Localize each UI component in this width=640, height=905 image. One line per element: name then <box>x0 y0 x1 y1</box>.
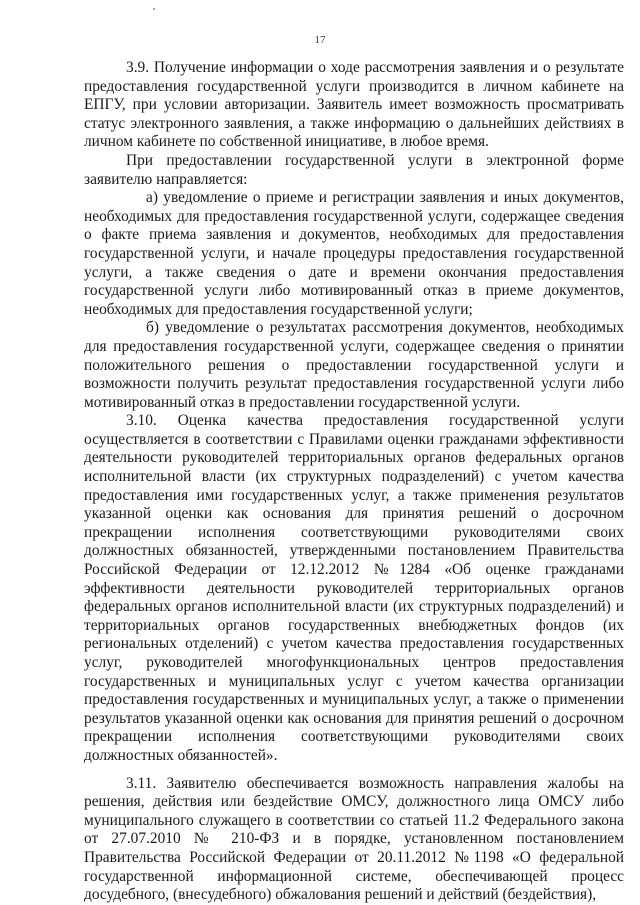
paragraph-notice-b: б) уведомление о результатах рассмотрения документов, необходимых для предоставления государственной услуги, содержащее сведения о принятии положительного решения о предоставлении государственной услуги и возможности получить результат предоставления государственной услуги либо мотивированный отказ в предоставлении государственной услуги. <box>84 319 624 411</box>
paragraph-3-11: 3.11. Заявителю обеспечивается возможность направления жалобы на решения, действия или бездействие ОМСУ, должностного лица ОМСУ либо муниципального служащего в соответствии со статьей 11.2 Федерального закона от 27.07.2010 № 210-ФЗ и в порядке, установленном постановлением Правительства Российской Федерации от 20.11.2012 №1198 «О федеральной государственной информационной системе, обеспечивающей процесс досудебного, (внесудебного) обжалования решений и действий (бездействия), <box>84 774 624 904</box>
paragraph-electronic-form-intro: При предоставлении государственной услуги в электронной форме заявителю направляется: <box>84 151 624 188</box>
page-number: 17 <box>314 34 326 46</box>
paragraph-notice-a: а) уведомление о приеме и регистрации заявления и иных документов, необходимых для предоставления государственной услуги, содержащее сведения о факте приема заявления и документов, необходимых для предоставления государственной услуги, и начале процедуры предоставления государственной услуги, а также сведения о дате и времени окончания предоставления государственной услуги либо мотивированный отказ в приеме документов, необходимых для предоставления государственной услуги; <box>84 189 624 318</box>
paragraph-3-9: 3.9. Получение информации о ходе рассмотрения заявления и о результате предоставления государственной услуги производится в личном кабинете на ЕПГУ, при условии авторизации. Заявитель имеет возможность просматривать статус электронного заявления, а также информацию о дальнейших действиях в личном кабинете по собственной инициативе, в любое время. <box>84 59 624 151</box>
document-body <box>84 59 624 905</box>
paragraph-3-10: 3.10. Оценка качества предоставления государственной услуги осуществляется в соответствии с Правилами оценки гражданами эффективности деятельности руководителей территориальных органов федеральных органов исполнительной власти (их структурных подразделений) с учетом качества предоставления ими государственных услуг, а также применения результатов указанной оценки как основания для принятия решений о досрочном прекращении исполнения соответствующими руководителями своих должностных обязанностей, утвержденными постановлением Правительства Российской Федерации от 12.12.2012 №1284 «Об оценке гражданами эффективности деятельности руководителей территориальных органов федеральных органов исполнительной власти (их структурных подразделений) и территориальных органов государственных внебюджетных фондов (их региональных отделений) с учетом качества предоставления государственных услуг, руководителей многофункциональных центров предоставления государственных и муниципальных услуг с учетом качества организации предоставления государственных и муниципальных услуг, а также о применении результатов указанной оценки как основания для принятия решений о досрочном прекращении исполнения соответствующими руководителями своих должностных обязанностей». <box>84 412 624 764</box>
scan-speck <box>153 8 155 10</box>
